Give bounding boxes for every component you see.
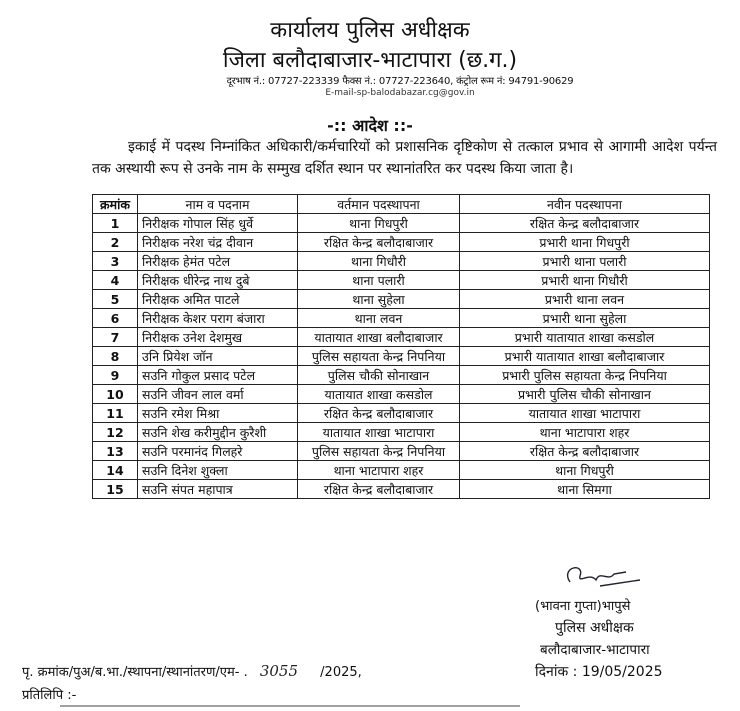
table-row bbox=[93, 480, 710, 499]
new-posting-cell: प्रभारी थाना लवन bbox=[460, 290, 710, 309]
new-posting-cell: थाना सिमगा bbox=[460, 480, 710, 499]
current-posting-cell: थाना लवन bbox=[298, 309, 460, 328]
header-name: नाम व पदनाम bbox=[138, 195, 298, 214]
header-serial: क्रमांक bbox=[93, 195, 138, 214]
table-row bbox=[93, 271, 710, 290]
cut-off-text-line bbox=[60, 705, 520, 711]
serial-cell: 12 bbox=[93, 423, 138, 442]
current-posting-cell: यातायात शाखा बलौदाबाजार bbox=[298, 328, 460, 347]
serial-cell: 6 bbox=[93, 309, 138, 328]
name-cell: निरीक्षक उनेश देशमुख bbox=[138, 328, 298, 347]
reference-year: /2025, bbox=[320, 665, 362, 680]
table-row bbox=[93, 309, 710, 328]
signatory-designation: पुलिस अधीक्षक bbox=[555, 620, 634, 636]
district-title: जिला बलौदाबाजार-भाटापारा (छ.ग.) bbox=[222, 48, 518, 73]
name-cell: निरीक्षक नरेश चंद्र दीवान bbox=[138, 233, 298, 252]
table-row bbox=[93, 442, 710, 461]
serial-cell: 7 bbox=[93, 328, 138, 347]
new-posting-cell: थाना भाटापारा शहर bbox=[460, 423, 710, 442]
current-posting-cell: थाना गिधपुरी bbox=[298, 214, 460, 233]
table-row bbox=[93, 404, 710, 423]
table-row bbox=[93, 233, 710, 252]
table-row bbox=[93, 290, 710, 309]
name-cell: निरीक्षक धीरेन्द्र नाथ दुबे bbox=[138, 271, 298, 290]
serial-cell: 11 bbox=[93, 404, 138, 423]
reference-line bbox=[22, 662, 362, 680]
table-row bbox=[93, 461, 710, 480]
new-posting-cell: रक्षित केन्द्र बलौदाबाजार bbox=[460, 214, 710, 233]
new-posting-cell: यातायात शाखा भाटापारा bbox=[460, 404, 710, 423]
current-posting-cell: यातायात शाखा भाटापारा bbox=[298, 423, 460, 442]
table-row bbox=[93, 214, 710, 233]
current-posting-cell: थाना भाटापारा शहर bbox=[298, 461, 460, 480]
current-posting-cell: पुलिस सहायता केन्द्र निपनिया bbox=[298, 347, 460, 366]
table-row bbox=[93, 366, 710, 385]
new-posting-cell: प्रभारी थाना पलारी bbox=[460, 252, 710, 271]
current-posting-cell: रक्षित केन्द्र बलौदाबाजार bbox=[298, 404, 460, 423]
serial-cell: 13 bbox=[93, 442, 138, 461]
current-posting-cell: थाना गिधौरी bbox=[298, 252, 460, 271]
name-cell: निरीक्षक हेमंत पटेल bbox=[138, 252, 298, 271]
serial-cell: 5 bbox=[93, 290, 138, 309]
name-cell: उनि प्रियेश जॉन bbox=[138, 347, 298, 366]
current-posting-cell: पुलिस चौकी सोनाखान bbox=[298, 366, 460, 385]
new-posting-cell: थाना गिधपुरी bbox=[460, 461, 710, 480]
current-posting-cell: थाना पलारी bbox=[298, 271, 460, 290]
new-posting-cell: प्रभारी थाना सुहेला bbox=[460, 309, 710, 328]
reference-number: 3055 bbox=[259, 662, 299, 680]
name-cell: सउनि जीवन लाल वर्मा bbox=[138, 385, 298, 404]
name-cell: सउनि गोकुल प्रसाद पटेल bbox=[138, 366, 298, 385]
table-row bbox=[93, 252, 710, 271]
signature-mark bbox=[530, 562, 680, 590]
table-row bbox=[93, 423, 710, 442]
serial-cell: 10 bbox=[93, 385, 138, 404]
table-row bbox=[93, 347, 710, 366]
new-posting-cell: प्रभारी यातायात शाखा कसडोल bbox=[460, 328, 710, 347]
current-posting-cell: थाना सुहेला bbox=[298, 290, 460, 309]
name-cell: निरीक्षक अमित पाटले bbox=[138, 290, 298, 309]
order-paragraph: इकाई में पदस्थ निम्नांकित अधिकारी/कर्मचारियों को प्रशासनिक दृष्टिकोण से तत्काल प्रभाव से आगामी आदेश पर्यन्त तक अस्थायी रूप से उनके नाम के सम्मुख दर्शित स्थान पर स्थानांतरित कर पदस्थ किया जाता है। bbox=[92, 139, 717, 177]
table-row bbox=[93, 385, 710, 404]
new-posting-cell: प्रभारी पुलिस सहायता केन्द्र निपनिया bbox=[460, 366, 710, 385]
name-cell: निरीक्षक गोपाल सिंह धुर्वे bbox=[138, 214, 298, 233]
table-row bbox=[93, 328, 710, 347]
transfer-table bbox=[92, 194, 710, 499]
current-posting-cell: रक्षित केन्द्र बलौदाबाजार bbox=[298, 480, 460, 499]
serial-cell: 15 bbox=[93, 480, 138, 499]
name-cell: सउनि शेख करीमुद्दीन कुरैशी bbox=[138, 423, 298, 442]
name-cell: निरीक्षक केशर पराग बंजारा bbox=[138, 309, 298, 328]
order-date: दिनांक : 19/05/2025 bbox=[535, 664, 663, 680]
serial-cell: 2 bbox=[93, 233, 138, 252]
order-title: -:: आदेश ::- bbox=[327, 116, 413, 135]
office-title: कार्यालय पुलिस अधीक्षक bbox=[270, 18, 470, 43]
header-current-posting: वर्तमान पदस्थापना bbox=[298, 195, 460, 214]
copy-to-label: प्रतिलिपि :- bbox=[22, 688, 77, 703]
serial-cell: 1 bbox=[93, 214, 138, 233]
email-line: E-mail-sp-balodabazar.cg@gov.in bbox=[325, 88, 475, 98]
contact-line: दूरभाष नं.: 07727-223339 फैक्स नं.: 07727-223640, कंट्रोल रूम नं: 94791-90629 bbox=[226, 76, 574, 87]
serial-cell: 8 bbox=[93, 347, 138, 366]
header-new-posting: नवीन पदस्थापना bbox=[460, 195, 710, 214]
current-posting-cell: यातायात शाखा कसडोल bbox=[298, 385, 460, 404]
serial-cell: 4 bbox=[93, 271, 138, 290]
new-posting-cell: प्रभारी थाना गिधौरी bbox=[460, 271, 710, 290]
current-posting-cell: रक्षित केन्द्र बलौदाबाजार bbox=[298, 233, 460, 252]
new-posting-cell: रक्षित केन्द्र बलौदाबाजार bbox=[460, 442, 710, 461]
table-header-row bbox=[93, 195, 710, 214]
name-cell: सउनि परमानंद गिलहरे bbox=[138, 442, 298, 461]
new-posting-cell: प्रभारी यातायात शाखा बलौदाबाजार bbox=[460, 347, 710, 366]
current-posting-cell: पुलिस सहायता केन्द्र निपनिया bbox=[298, 442, 460, 461]
name-cell: सउनि दिनेश शुक्ला bbox=[138, 461, 298, 480]
new-posting-cell: प्रभारी पुलिस चौकी सोनाखान bbox=[460, 385, 710, 404]
name-cell: सउनि रमेश मिश्रा bbox=[138, 404, 298, 423]
reference-prefix: पृ. क्रमांक/पुअ/ब.भा./स्थापना/स्थानांतरण/एम- . bbox=[22, 665, 248, 680]
serial-cell: 9 bbox=[93, 366, 138, 385]
new-posting-cell: प्रभारी थाना गिधपुरी bbox=[460, 233, 710, 252]
signatory-location: बलौदाबाजार-भाटापारा bbox=[540, 642, 650, 658]
signatory-name: (भावना गुप्ता)भापुसे bbox=[535, 599, 631, 614]
serial-cell: 3 bbox=[93, 252, 138, 271]
serial-cell: 14 bbox=[93, 461, 138, 480]
name-cell: सउनि संपत महापात्र bbox=[138, 480, 298, 499]
